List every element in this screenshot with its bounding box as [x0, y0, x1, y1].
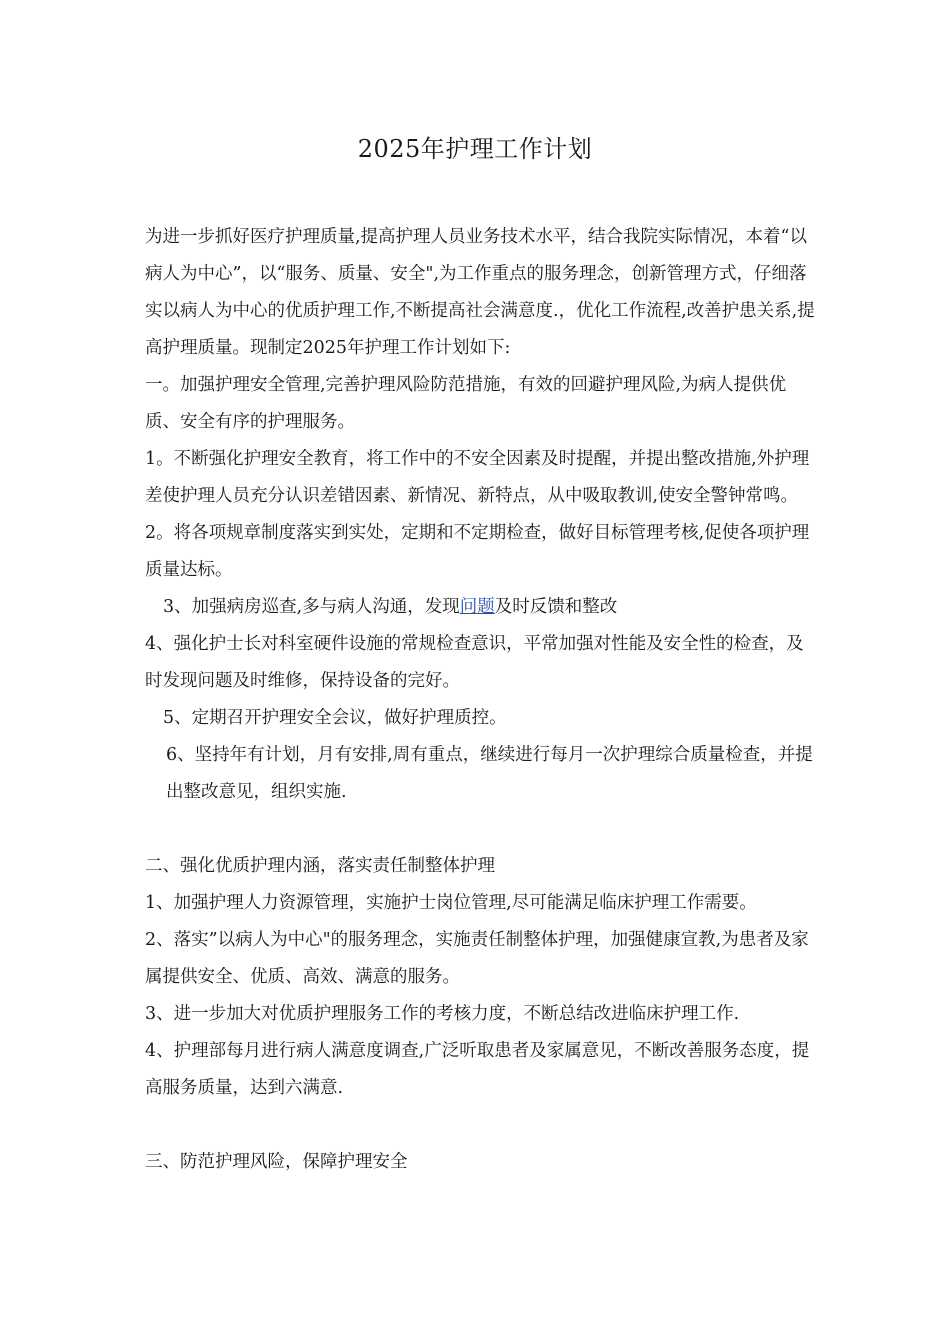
section-2-item-1: 1、加强护理人力资源管理，实施护士岗位管理,尽可能满足临床护理工作需要。	[145, 893, 757, 913]
section-1-heading: 一。加强护理安全管理,完善护理风险防范措施，有效的回避护理风险,为病人提供优质、安全有序的护理服务。	[145, 375, 787, 432]
section-1-item-3-text-before: 3、加强病房巡查,多与病人沟通，发现	[163, 597, 460, 617]
intro-paragraph: 为进一步抓好医疗护理质量,提高护理人员业务技术水平，结合我院实际情况，本着“以病人为中心”，以“服务、质量、安全",为工作重点的服务理念，创新管理方式，仔细落实以病人为中心的优质护理工作,不断提高社会满意度.，优化工作流程,改善护患关系,提高护理质量。现制定2025年护理工作计划如下:	[145, 227, 815, 358]
section-1-item-2: 2。将各项规章制度落实到实处，定期和不定期检查，做好目标管理考核,促使各项护理质量达标。	[145, 523, 810, 580]
document-body	[145, 219, 815, 1181]
section-2-item-2: 2、落实”以病人为中心"的服务理念，实施责任制整体护理，加强健康宣教,为患者及家属提供安全、优质、高效、满意的服务。	[145, 930, 809, 987]
section-2-heading: 二、强化优质护理内涵，落实责任制整体护理	[145, 856, 495, 876]
section-1-item-3-text-after: 及时反馈和整改	[494, 597, 618, 617]
section-1-item-6: 6、坚持年有计划，月有安排,周有重点，继续进行每月一次护理综合质量检查，并提出整改意见，组织实施.	[166, 745, 813, 802]
section-1-item-1: 1。不断强化护理安全教育，将工作中的不安全因素及时提醒，并提出整改措施,外护理差使护理人员充分认识差错因素、新情况、新特点，从中吸取教训,使安全警钟常鸣。	[145, 449, 810, 506]
section-3-heading: 三、防范护理风险，保障护理安全	[145, 1152, 408, 1172]
section-2-item-4: 4、护理部每月进行病人满意度调查,广泛听取患者及家属意见，不断改善服务态度，提高服务质量，达到六满意.	[145, 1041, 810, 1098]
section-1-item-3	[145, 589, 815, 626]
section-1-item-5: 5、定期召开护理安全会议，做好护理质控。	[163, 708, 507, 728]
paragraph-spacer	[145, 1107, 815, 1144]
section-1-item-4: 4、强化护士长对科室硬件设施的常规检查意识，平常加强对性能及安全性的检查，及时发现问题及时维修，保持设备的完好。	[145, 634, 804, 691]
section-2-item-3: 3、进一步加大对优质护理服务工作的考核力度，不断总结改进临床护理工作.	[145, 1004, 740, 1024]
problem-link[interactable]: 问题	[459, 597, 495, 617]
paragraph-spacer	[145, 811, 815, 848]
document-title: 2025年护理工作计划	[357, 135, 593, 163]
